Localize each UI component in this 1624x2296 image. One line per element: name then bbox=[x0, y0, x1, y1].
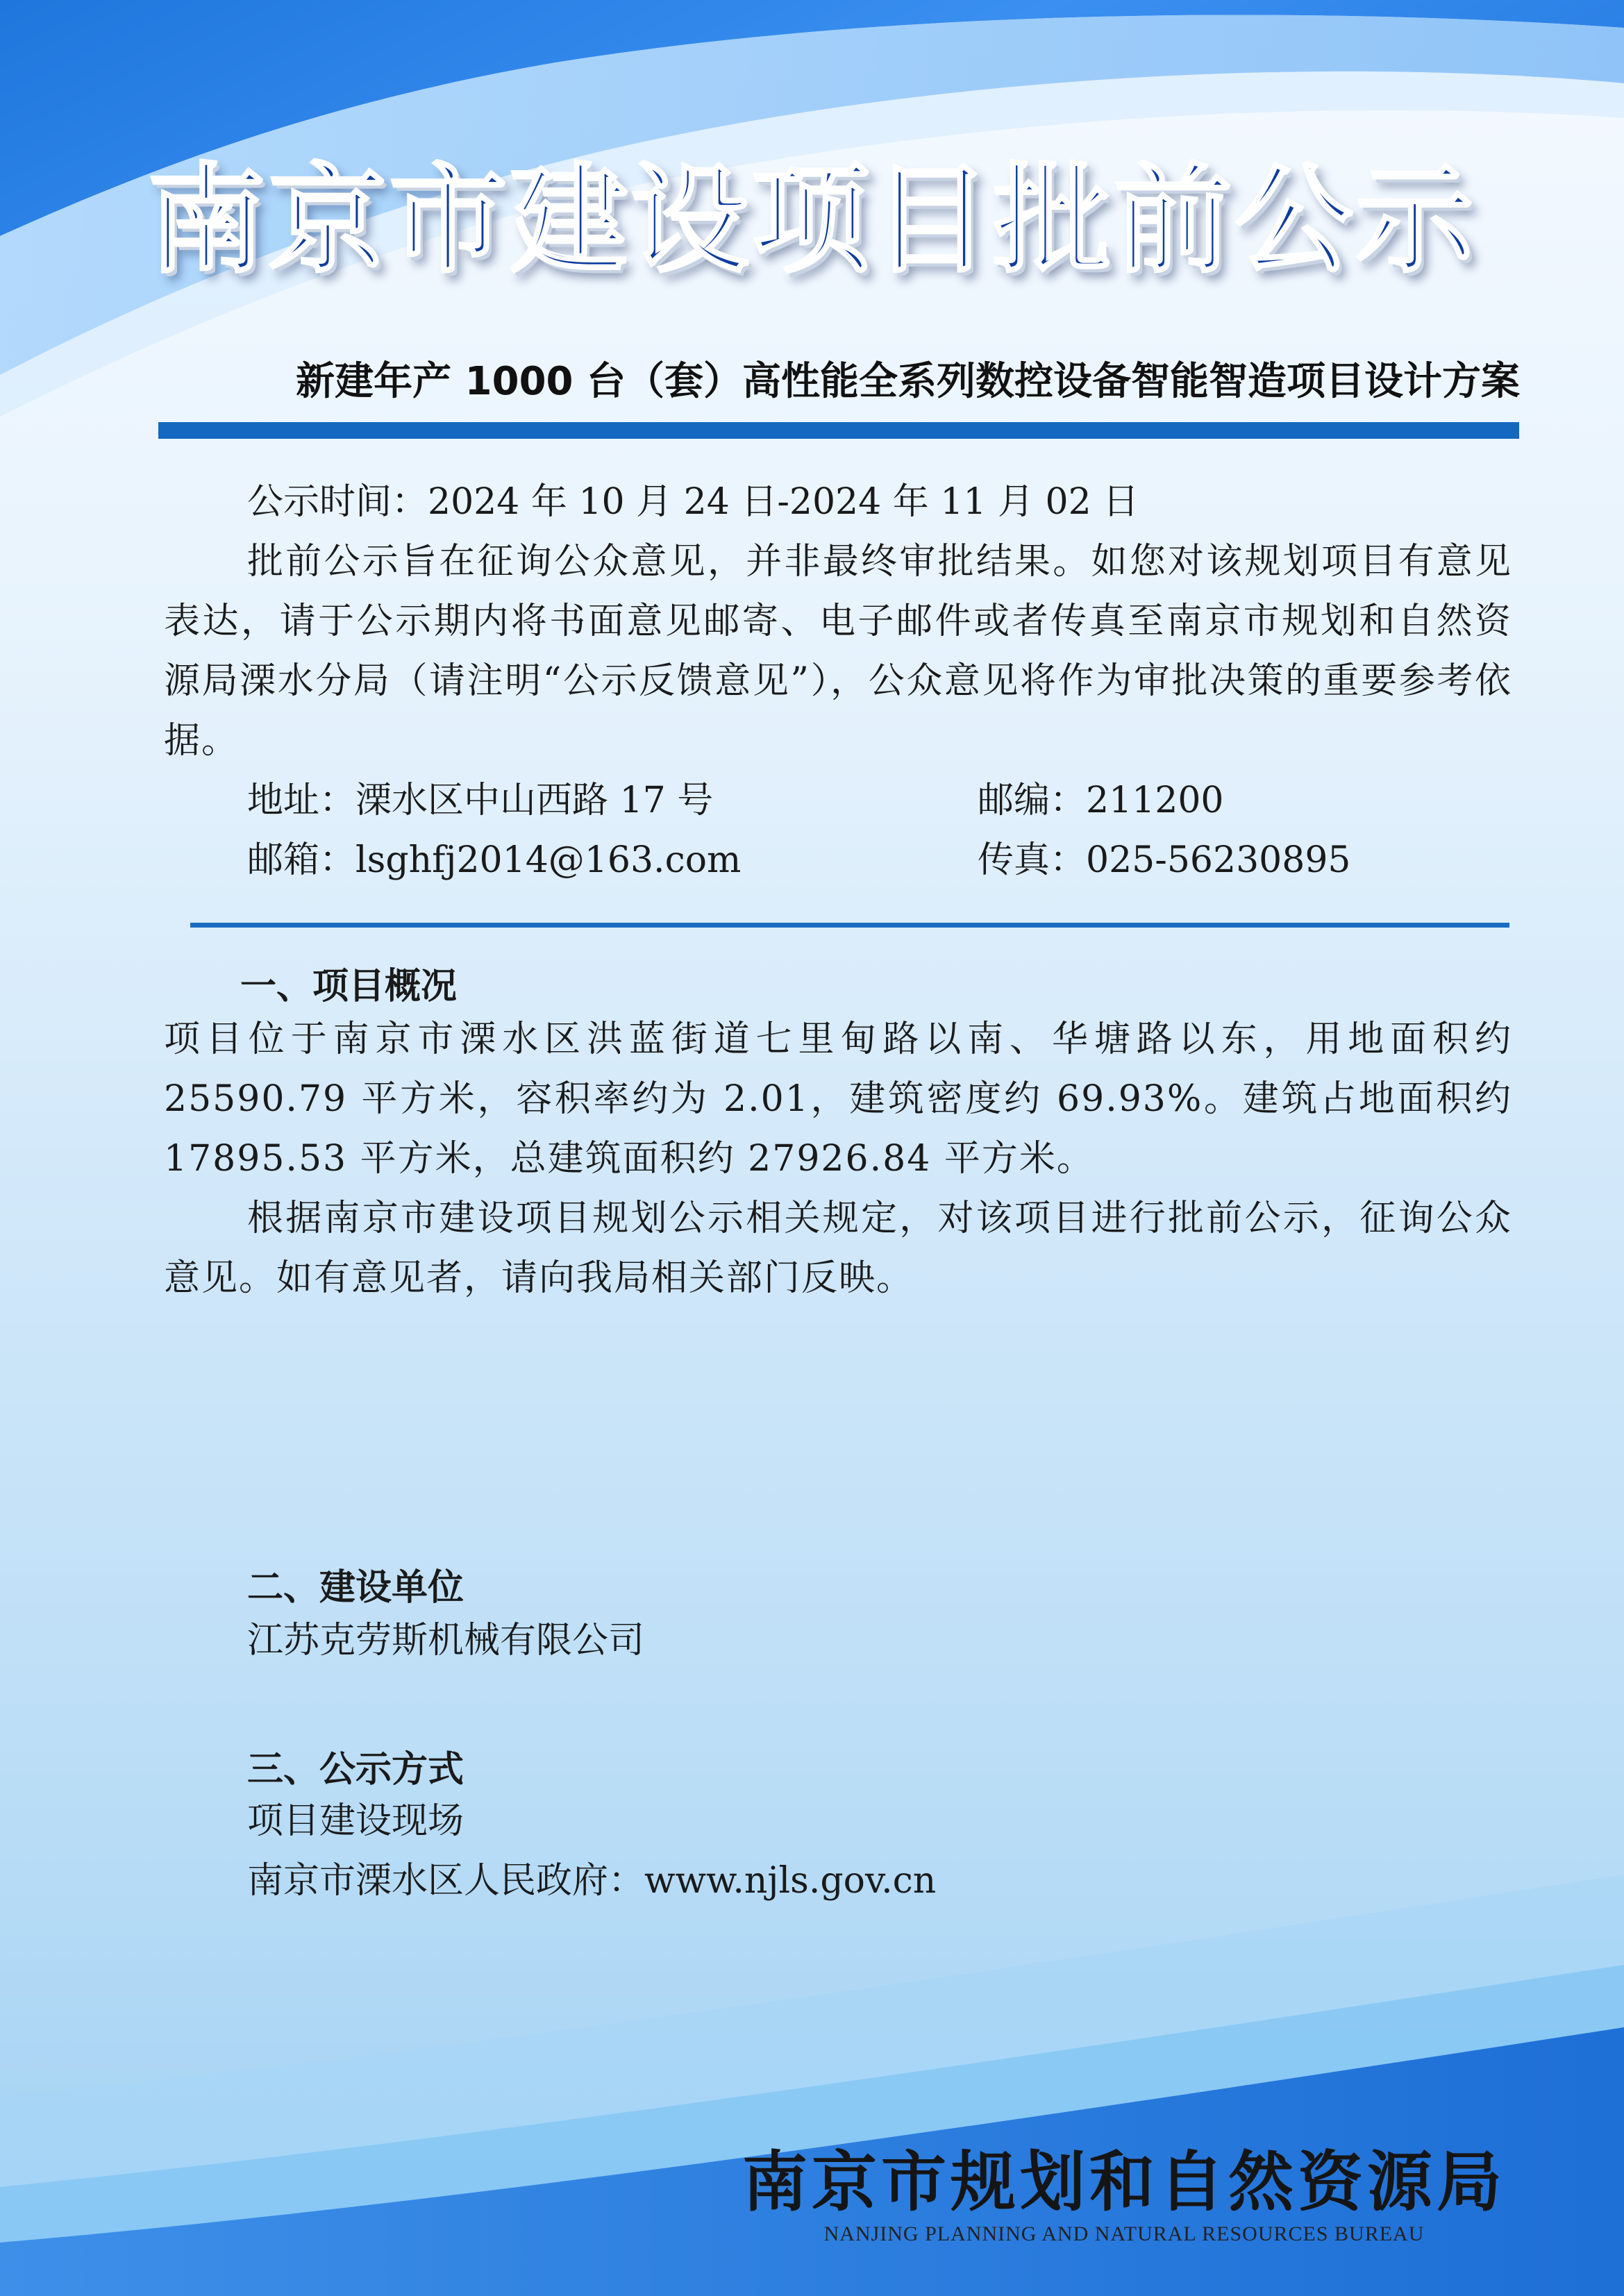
contact-address: 地址：溧水区中山西路 17 号 bbox=[247, 780, 714, 821]
bureau-name-en: NANJING PLANNING AND NATURAL RESOURCES BUREAU bbox=[823, 2222, 1425, 2245]
contact-postcode: 邮编：211200 bbox=[978, 780, 1224, 821]
publicity-website: 南京市溧水区人民政府：www.njls.gov.cn bbox=[247, 1860, 937, 1902]
section1-heading: 一、项目概况 bbox=[240, 966, 458, 1007]
section1-paragraph1: 项目位于南京市溧水区洪蓝街道七里甸路以南、华塘路以东，用地面积约25590.79 平方米，容积率约为 2.01，建筑密度约 69.93%。建筑占地面积约17895.53 平方米，总建筑面积约 27926.84 平方米。 bbox=[164, 1019, 1512, 1180]
page-title: 南京市建设项目批前公示 bbox=[147, 151, 1477, 290]
publicity-site: 项目建设现场 bbox=[247, 1800, 464, 1842]
title-divider bbox=[158, 422, 1519, 439]
project-subtitle: 新建年产 1000 台（套）高性能全系列数控设备智能智造项目设计方案 bbox=[296, 359, 1520, 404]
section1-paragraph2: 根据南京市建设项目规划公示相关规定，对该项目进行批前公示，征询公众意见。如有意见者，请向我局相关部门反映。 bbox=[164, 1198, 1512, 1299]
notice-body: 批前公示旨在征询公众意见，并非最终审批结果。如您对该规划项目有意见表达，请于公示期内将书面意见邮寄、电子邮件或者传真至南京市规划和自然资源局溧水分局（请注明“公示反馈意见”），公众意见将作为审批决策的重要参考依据。 bbox=[164, 541, 1512, 762]
contact-email: 邮箱：lsghfj2014@163.com bbox=[247, 839, 742, 881]
section3-heading: 三、公示方式 bbox=[247, 1749, 464, 1791]
contact-fax: 传真：025-56230895 bbox=[978, 839, 1351, 881]
bureau-name-cn: 南京市规划和自然资源局 bbox=[742, 2144, 1506, 2220]
section-divider bbox=[190, 923, 1509, 928]
section2-heading: 二、建设单位 bbox=[247, 1567, 464, 1609]
bureau-signature bbox=[708, 2144, 1541, 2248]
notice-period: 公示时间：2024 年 10 月 24 日-2024 年 11 月 02 日 bbox=[247, 481, 1139, 523]
builder-company: 江苏克劳斯机械有限公司 bbox=[247, 1620, 645, 1661]
